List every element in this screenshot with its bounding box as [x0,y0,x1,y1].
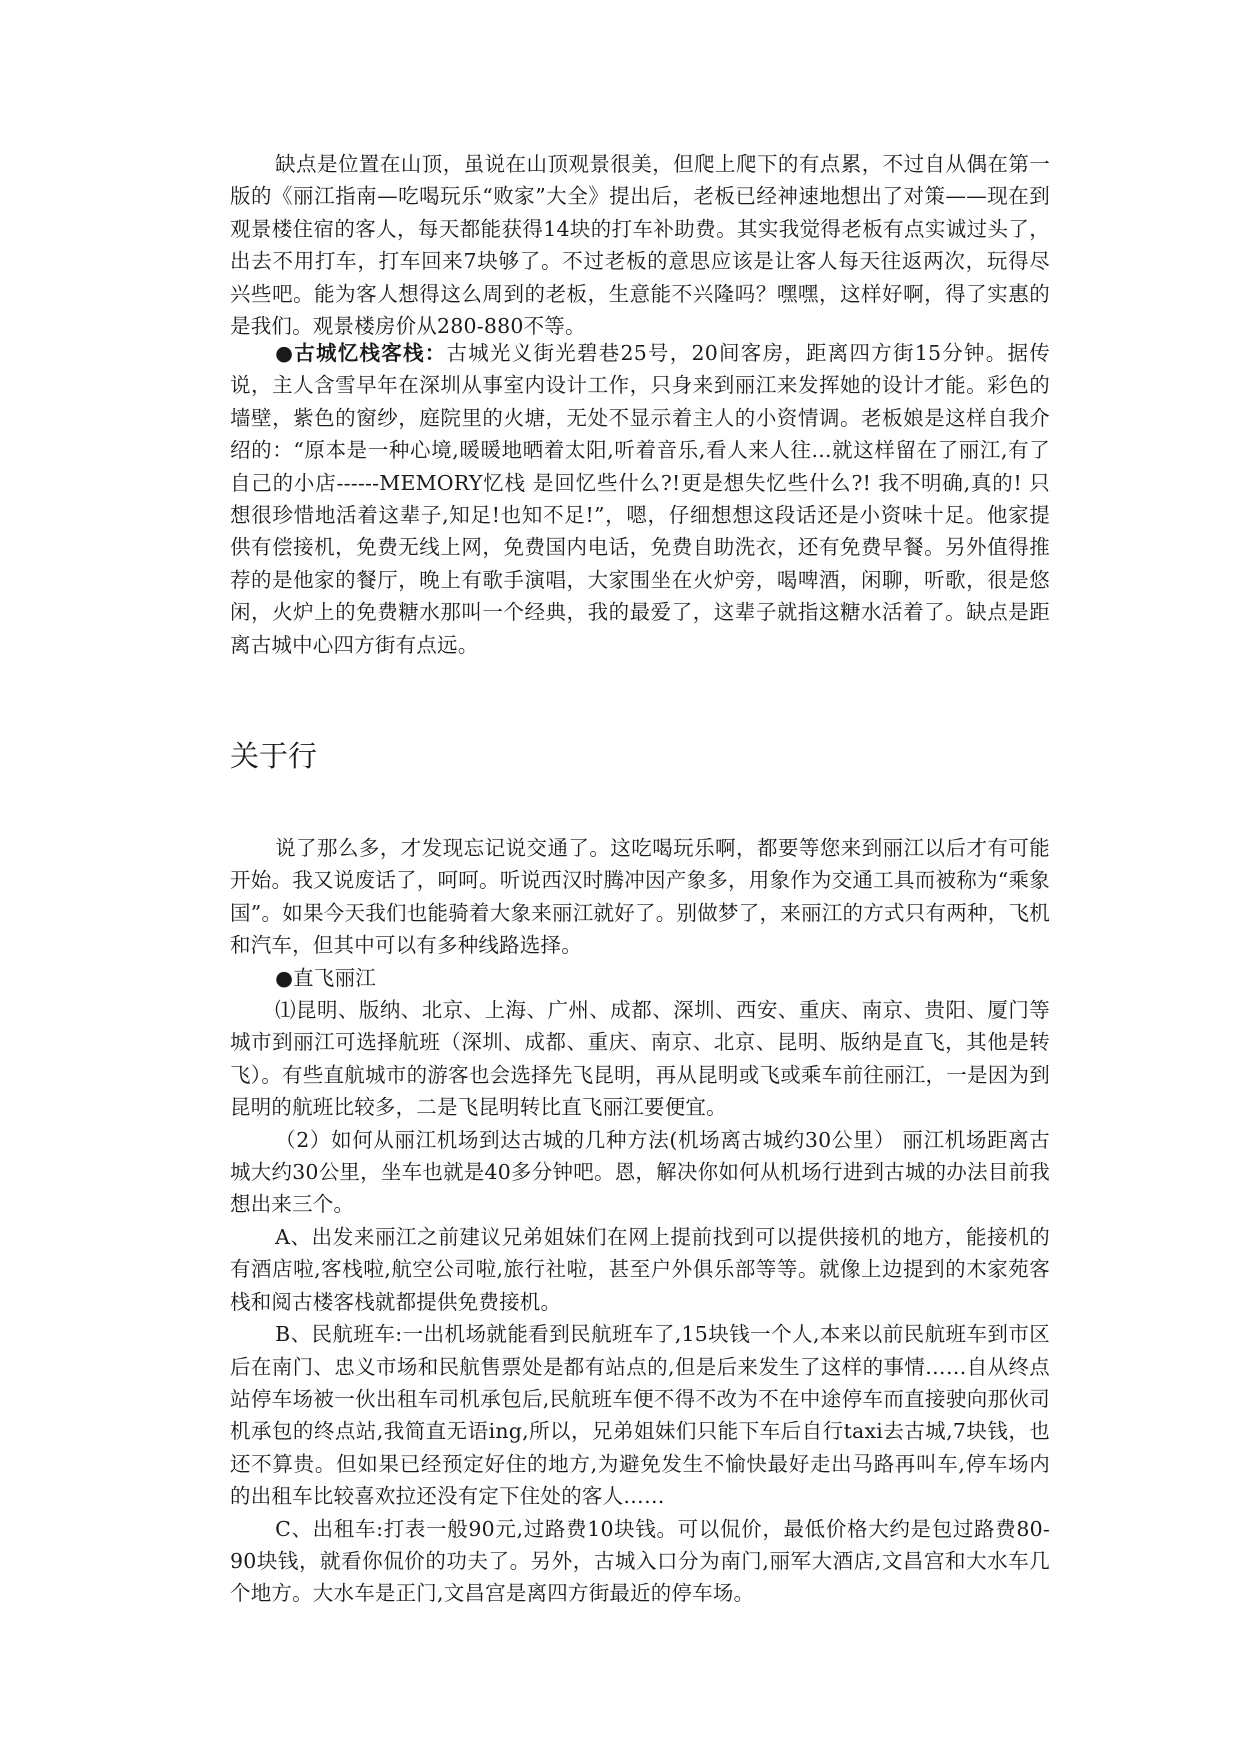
paragraph-yizhan-inn [230,337,1050,661]
option-a-pickup: A、出发来丽江之前建议兄弟姐妹们在网上提前找到可以提供接机的地方，能接机的有酒店啦,客栈啦,航空公司啦,旅行社啦，甚至户外俱乐部等等。就像上边提到的木家苑客栈和阅古楼客栈就都提供免费接机。 [230,1224,1050,1314]
paragraph-guanjinglou: 缺点是位置在山顶，虽说在山顶观景很美，但爬上爬下的有点累，不过自从偶在第一版的《丽江指南—吃喝玩乐“败家”大全》提出后，老板已经神速地想出了对策——现在到观景楼住宿的客人，每天都能获得14块的打车补助费。其实我觉得老板有点实诚过头了，出去不用打车，打车回来7块够了。不过老板的意思应该是让客人每天往返两次，玩得尽兴些吧。能为客人想得这么周到的老板，生意能不兴隆吗？嘿嘿，这样好啊，得了实惠的是我们。观景楼房价从280-880不等。 [230,152,1050,339]
fly-direct-title: ●直飞丽江 [275,965,376,990]
option-c-taxi: C、出租车:打表一般90元,过路费10块钱。可以侃价，最低价格大约是包过路费80-90块钱，就看你侃价的功夫了。另外，古城入口分为南门,丽军大酒店,文昌宫和大水车几个地方。大水车是正门,文昌宫是离四方街最近的停车场。 [230,1516,1050,1606]
inn-name: ●古城忆栈客栈： [275,341,447,365]
inn-description: 古城光义街光碧巷25号，20间客房，距离四方街15分钟。据传说，主人含雪早年在深圳从事室内设计工作，只身来到丽江来发挥她的设计才能。彩色的墙壁，紫色的窗纱，庭院里的火塘，无处不显示着主人的小资情调。老板娘是这样自我介绍的：“原本是一种心境,暖暖地晒着太阳,听着音乐,看人来人往...就这样留在了丽江,有了自己的小店------MEMORY忆栈 是回忆些什么?!更是想失忆些什么?! 我不明确,真的! 只想很珍惜地活着这辈子,知足!也知不足!”，嗯，仔细想想这段话还是小资味十足。他家提供有偿接机，免费无线上网，免费国内电话，免费自助洗衣，还有免费早餐。另外值得推荐的是他家的餐厅，晚上有歌手演唱，大家围坐在火炉旁，喝啤酒，闲聊，听歌，很是悠闲，火炉上的免费糖水那叫一个经典，我的最爱了，这辈子就指这糖水活着了。缺点是距离古城中心四方街有点远。 [230,341,1050,657]
flight-item-2: （2）如何从丽江机场到达古城的几种方法(机场离古城约30公里） 丽江机场距离古城大约30公里，坐车也就是40多分钟吧。恩，解决你如何从机场行进到古城的办法目前我想出来三个。 [230,1127,1050,1217]
option-b-shuttle-bus: B、民航班车:一出机场就能看到民航班车了,15块钱一个人,本来以前民航班车到市区后在南门、忠义市场和民航售票处是都有站点的,但是后来发生了这样的事情……自从终点站停车场被一伙出租车司机承包后,民航班车便不得不改为不在中途停车而直接驶向那伙司机承包的终点站,我简直无语ing,所以，兄弟姐妹们只能下车后自行taxi去古城,7块钱，也还不算贵。但如果已经预定好住的地方,为避免发生不愉快最好走出马路再叫车,停车场内的出租车比较喜欢拉还没有定下住处的客人…… [230,1322,1050,1509]
section-heading-transport: 关于行 [230,739,318,773]
transport-section [230,832,1050,1610]
flight-item-1: ⑴昆明、版纳、北京、上海、广州、成都、深圳、西安、重庆、南京、贵阳、厦门等城市到丽江可选择航班（深圳、成都、重庆、南京、北京、昆明、版纳是直飞，其他是转飞）。有些直航城市的游客也会选择先飞昆明，再从昆明或飞或乘车前往丽江，一是因为到昆明的航班比较多，二是飞昆明转比直飞丽江要便宜。 [230,998,1050,1120]
transport-intro: 说了那么多，才发现忘记说交通了。这吃喝玩乐啊，都要等您来到丽江以后才有可能开始。我又说废话了，呵呵。听说西汉时腾冲因产象多，用象作为交通工具而被称为“乘象国”。如果今天我们也能骑着大象来丽江就好了。别做梦了，来丽江的方式只有两种，飞机和汽车，但其中可以有多种线路选择。 [230,836,1050,958]
